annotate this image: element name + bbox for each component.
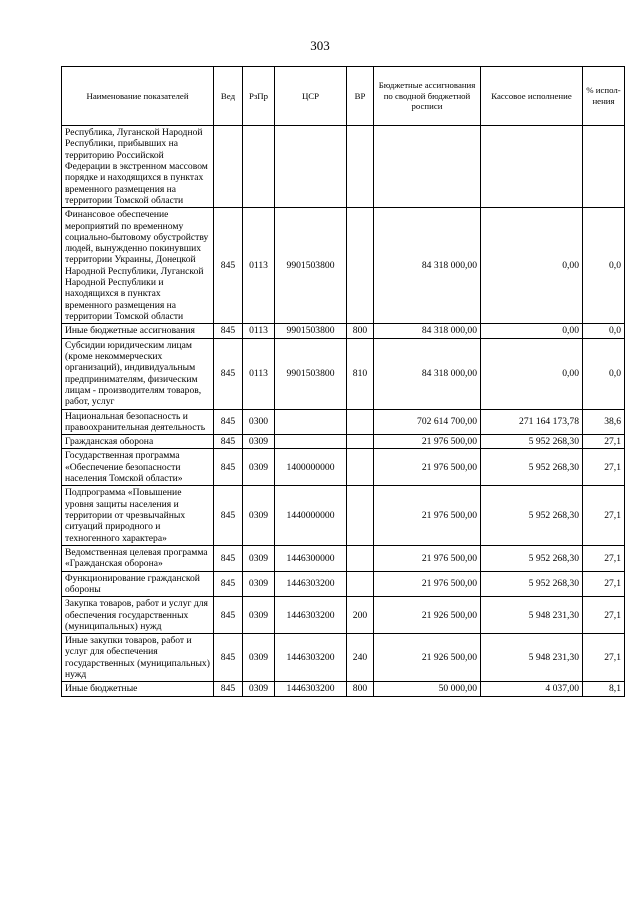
row-vr <box>347 409 374 435</box>
row-ved: 845 <box>214 435 243 449</box>
row-budget: 21 976 500,00 <box>374 545 481 571</box>
row-ved: 845 <box>214 571 243 597</box>
row-csr: 1446303200 <box>275 634 347 682</box>
row-budget: 21 976 500,00 <box>374 449 481 486</box>
table-header-row <box>62 67 625 126</box>
row-percent <box>583 126 625 208</box>
row-cash: 5 948 231,30 <box>481 597 583 634</box>
table-row <box>62 338 625 409</box>
row-budget: 21 976 500,00 <box>374 486 481 546</box>
row-csr: 1446303200 <box>275 682 347 696</box>
row-budget: 21 926 500,00 <box>374 634 481 682</box>
row-name: Иные бюджетные ассигнования <box>62 324 214 338</box>
table-row <box>62 682 625 696</box>
row-csr: 9901503800 <box>275 338 347 409</box>
row-csr: 1446303200 <box>275 571 347 597</box>
row-cash: 5 952 268,30 <box>481 545 583 571</box>
table-row <box>62 435 625 449</box>
row-vr: 810 <box>347 338 374 409</box>
row-budget: 21 976 500,00 <box>374 571 481 597</box>
header-csr: ЦСР <box>275 67 347 126</box>
row-cash: 5 948 231,30 <box>481 634 583 682</box>
row-ved: 845 <box>214 545 243 571</box>
row-budget: 50 000,00 <box>374 682 481 696</box>
row-ved: 845 <box>214 486 243 546</box>
row-budget: 84 318 000,00 <box>374 338 481 409</box>
row-rzpr: 0309 <box>243 634 275 682</box>
row-percent: 0,0 <box>583 324 625 338</box>
row-vr <box>347 126 374 208</box>
row-cash <box>481 126 583 208</box>
row-rzpr: 0300 <box>243 409 275 435</box>
row-ved: 845 <box>214 634 243 682</box>
row-vr <box>347 449 374 486</box>
budget-table <box>61 66 625 697</box>
row-rzpr <box>243 126 275 208</box>
row-rzpr: 0309 <box>243 682 275 696</box>
row-name: Ведомственная целевая программа «Гражданская оборона» <box>62 545 214 571</box>
row-percent: 0,0 <box>583 338 625 409</box>
row-cash: 0,00 <box>481 338 583 409</box>
table-row <box>62 126 625 208</box>
row-rzpr: 0309 <box>243 545 275 571</box>
page-number: 303 <box>310 38 330 53</box>
table-row <box>62 486 625 546</box>
row-cash: 0,00 <box>481 208 583 324</box>
row-rzpr: 0113 <box>243 324 275 338</box>
table-row <box>62 208 625 324</box>
header-budget: Бюджетные ассигнования по сводной бюджетной росписи <box>374 67 481 126</box>
row-name: Функционирование гражданской обороны <box>62 571 214 597</box>
row-rzpr: 0113 <box>243 338 275 409</box>
row-ved: 845 <box>214 409 243 435</box>
row-rzpr: 0309 <box>243 435 275 449</box>
header-percent: % испол- нения <box>583 67 625 126</box>
row-rzpr: 0309 <box>243 597 275 634</box>
row-budget: 702 614 700,00 <box>374 409 481 435</box>
row-name: Национальная безопасность и правоохранительная деятельность <box>62 409 214 435</box>
row-vr <box>347 545 374 571</box>
row-percent: 27,1 <box>583 597 625 634</box>
row-cash: 0,00 <box>481 324 583 338</box>
row-name: Иные закупки товаров, работ и услуг для обеспечения государственных (муниципальных) нужд <box>62 634 214 682</box>
row-rzpr: 0309 <box>243 449 275 486</box>
table-row <box>62 545 625 571</box>
row-name: Иные бюджетные <box>62 682 214 696</box>
row-csr: 9901503800 <box>275 208 347 324</box>
row-ved <box>214 126 243 208</box>
row-ved: 845 <box>214 338 243 409</box>
row-name: Субсидии юридическим лицам (кроме некоммерческих организаций), индивидуальным предпринимателям, физическим лицам - производителям товаров, работ, услуг <box>62 338 214 409</box>
row-cash: 5 952 268,30 <box>481 449 583 486</box>
table-row <box>62 571 625 597</box>
row-csr: 1440000000 <box>275 486 347 546</box>
row-csr: 1446300000 <box>275 545 347 571</box>
table-row <box>62 324 625 338</box>
row-cash: 5 952 268,30 <box>481 435 583 449</box>
row-percent: 27,1 <box>583 449 625 486</box>
row-name: Подпрограмма «Повышение уровня защиты населения и территории от чрезвычайных ситуаций природного и техногенного характера» <box>62 486 214 546</box>
row-percent: 38,6 <box>583 409 625 435</box>
row-rzpr: 0309 <box>243 486 275 546</box>
row-percent: 27,1 <box>583 486 625 546</box>
row-name: Закупка товаров, работ и услуг для обеспечения государственных (муниципальных) нужд <box>62 597 214 634</box>
row-vr: 800 <box>347 324 374 338</box>
row-budget <box>374 126 481 208</box>
header-cash: Кассовое исполнение <box>481 67 583 126</box>
row-budget: 84 318 000,00 <box>374 208 481 324</box>
header-name: Наименование показателей <box>62 67 214 126</box>
row-csr <box>275 435 347 449</box>
row-name: Гражданская оборона <box>62 435 214 449</box>
row-csr <box>275 409 347 435</box>
row-budget: 21 926 500,00 <box>374 597 481 634</box>
row-name: Республика, Луганской Народной Республики, прибывших на территорию Российской Федерации в экстренном массовом порядке и находящихся в пунктах временного размещения на территории Томской области <box>62 126 214 208</box>
row-vr <box>347 435 374 449</box>
row-rzpr: 0113 <box>243 208 275 324</box>
row-percent: 27,1 <box>583 545 625 571</box>
row-cash: 4 037,00 <box>481 682 583 696</box>
table-row <box>62 449 625 486</box>
row-percent: 8,1 <box>583 682 625 696</box>
row-cash: 271 164 173,78 <box>481 409 583 435</box>
header-vr: ВР <box>347 67 374 126</box>
row-vr: 200 <box>347 597 374 634</box>
row-percent: 27,1 <box>583 571 625 597</box>
row-csr: 1446303200 <box>275 597 347 634</box>
table-row <box>62 597 625 634</box>
row-vr <box>347 571 374 597</box>
row-name: Финансовое обеспечение мероприятий по временному социально-бытовому обустройству людей, вынужденно покинувших территории Украины, Донецкой Народной Республики, Луганской Народной Республики и находящихся в пунктах временного размещения на территории Томской области <box>62 208 214 324</box>
row-csr: 9901503800 <box>275 324 347 338</box>
row-vr <box>347 486 374 546</box>
row-name: Государственная программа «Обеспечение безопасности населения Томской области» <box>62 449 214 486</box>
row-cash: 5 952 268,30 <box>481 571 583 597</box>
row-budget: 21 976 500,00 <box>374 435 481 449</box>
row-ved: 845 <box>214 324 243 338</box>
row-vr: 800 <box>347 682 374 696</box>
row-cash: 5 952 268,30 <box>481 486 583 546</box>
row-percent: 0,0 <box>583 208 625 324</box>
row-percent: 27,1 <box>583 634 625 682</box>
row-percent: 27,1 <box>583 435 625 449</box>
row-budget: 84 318 000,00 <box>374 324 481 338</box>
row-ved: 845 <box>214 597 243 634</box>
table-row <box>62 409 625 435</box>
row-csr <box>275 126 347 208</box>
row-csr: 1400000000 <box>275 449 347 486</box>
row-ved: 845 <box>214 208 243 324</box>
header-ved: Вед <box>214 67 243 126</box>
row-vr: 240 <box>347 634 374 682</box>
header-rzpr: РзПр <box>243 67 275 126</box>
row-rzpr: 0309 <box>243 571 275 597</box>
table-row <box>62 634 625 682</box>
row-vr <box>347 208 374 324</box>
row-ved: 845 <box>214 682 243 696</box>
row-ved: 845 <box>214 449 243 486</box>
